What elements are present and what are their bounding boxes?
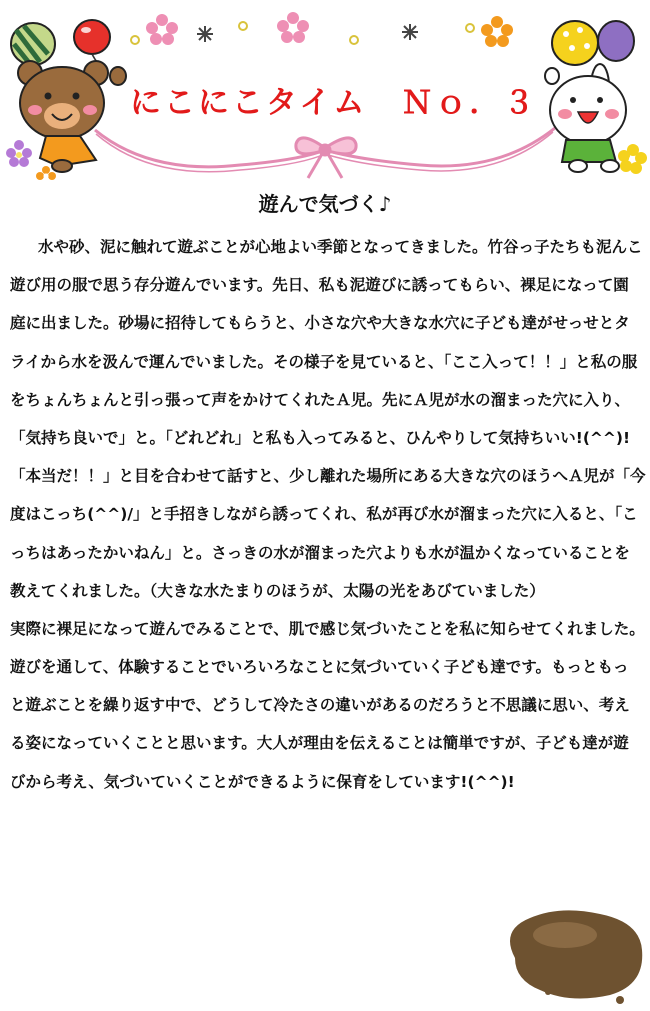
striped-balloon-icon: [11, 23, 55, 65]
article-body: [10, 228, 646, 801]
body-line: っちはあったかいねん」と。さっきの水が溜まった穴よりも水が温かくなっていることを: [10, 543, 630, 562]
mud-puddle-icon: [510, 910, 642, 1004]
body-line: 遊びを通して、体験することでいろいろなことに気づいていく子ども達です。もっともっ: [10, 658, 629, 677]
orange-flower-icon: [481, 16, 513, 47]
body-line: 教えてくれました。（大きな水たまりのほうが、太陽の光をあびていました）: [10, 581, 545, 600]
pink-ribbon-icon: [95, 128, 555, 178]
dotted-balloon-icon: [552, 21, 598, 65]
body-line: 実際に裸足になって遊んでみることで、肌で感じ気づいたことを私に知らせてくれました。: [10, 619, 645, 638]
yellow-flower-icon: [618, 144, 647, 174]
body-line: 水や砂、泥に触れて遊ぶことが心地よい季節となってきました。竹谷っ子たちも泥んこ: [38, 238, 643, 256]
body-line: 庭に出ました。砂場に招待してもらうと、小さな穴や大きな水穴に子ども達がせっせとタ: [10, 314, 630, 333]
body-line: る姿になっていくことと思います。大人が理由を伝えることは簡単ですが、子ども達が遊: [10, 734, 629, 753]
body-line: をちょんちょんと引っ張って声をかけてくれたＡ児。先にＡ児が水の溜まった穴に入り、: [10, 390, 631, 409]
body-line: 「本当だ！！」と目を合わせて話すと、少し離れた場所にある大きな穴のほうへＡ児が「今: [10, 467, 646, 486]
body-line: 度はこっち(^^)/」と手招きしながら誘ってくれ、私が再び水が溜まった穴に入ると、「こ: [10, 505, 638, 524]
rabbit-character-icon: [545, 64, 626, 172]
pink-flower-icon: [146, 14, 178, 45]
body-line: びから考え、気づいていくことができるように保育をしています!(^^)!: [10, 772, 515, 791]
newsletter-title: にこにこタイム Ｎｏ．３: [130, 84, 538, 121]
purple-balloon-icon: [598, 21, 634, 61]
body-line: 「気持ち良いで」と。「どれどれ」と私も入ってみると、ひんやりして気持ちいい!(^^)!: [10, 428, 631, 447]
body-line: ライから水を汲んで運んでいました。その様子を見ていると、「ここ入って！！」と私の服: [10, 352, 638, 371]
body-line: 遊び用の服で思う存分遊んでいます。先日、私も泥遊びに誘ってもらい、裸足になって園: [10, 276, 629, 295]
body-line: と遊ぶことを繰り返す中で、どうして冷たさの違いがあるのだろうと不思議に思い、考え: [10, 696, 630, 715]
purple-flower-icon: [6, 140, 32, 167]
pink-flower-icon: [277, 12, 309, 43]
bear-character-icon: [18, 61, 126, 172]
article-heading: 遊んで気づく♪: [258, 192, 392, 216]
